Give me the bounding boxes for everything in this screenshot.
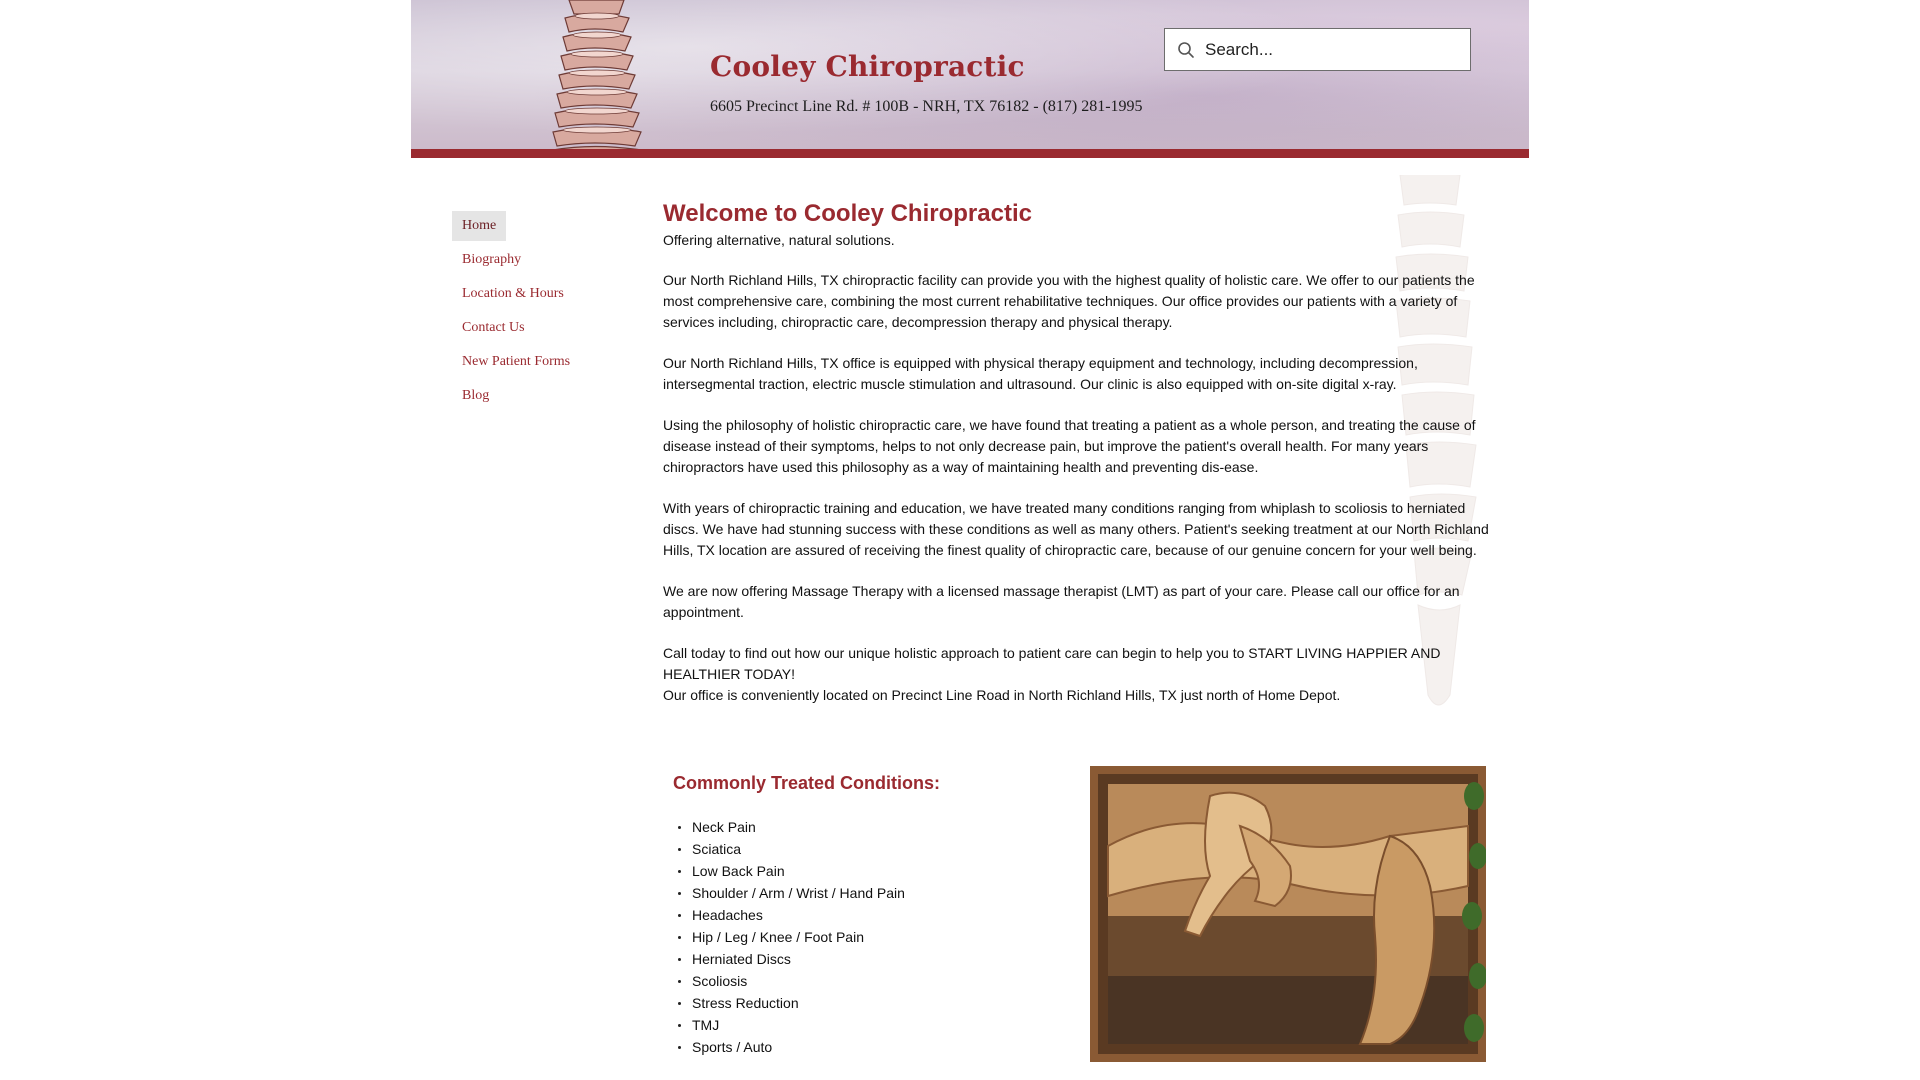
nav-item-location-hours[interactable]: Location & Hours xyxy=(462,286,564,301)
list-item: Sciatica xyxy=(692,838,905,860)
experience-paragraph: With years of chiropractic training and education, we have treated many conditions ranging from whiplash to scoliosis to herniated discs. We have had stunning success with these conditions as well as many others. Patient's seeking treatment at our North Richland Hills, TX location are assured of receiving the finest quality of chiropractic care, because of our genuine concern for your well being. xyxy=(663,500,1489,558)
list-item: Sports / Auto xyxy=(692,1036,905,1058)
wood-carving-hands-image xyxy=(1090,766,1486,1062)
search-icon[interactable] xyxy=(1177,41,1195,59)
list-item: Shoulder / Arm / Wrist / Hand Pain xyxy=(692,882,905,904)
search-box[interactable] xyxy=(1164,28,1471,71)
list-item: Hip / Leg / Knee / Foot Pain xyxy=(692,926,905,948)
list-item: Low Back Pain xyxy=(692,860,905,882)
call-to-action-paragraph: Call today to find out how our unique holistic approach to patient care can begin to help you to START LIVING HAPPIER AND HEALTHIER TODAY! xyxy=(663,645,1441,682)
list-item: Neck Pain xyxy=(692,816,905,838)
site-title[interactable]: Cooley Chiropractic xyxy=(710,50,1025,83)
massage-paragraph: We are now offering Massage Therapy with a licensed massage therapist (LMT) as part of your care. Please call our office for an appointment. xyxy=(663,583,1460,620)
site-header xyxy=(411,0,1529,158)
nav-item-blog[interactable]: Blog xyxy=(462,388,490,403)
location-note: Our office is conveniently located on Precinct Line Road in North Richland Hills, TX just north of Home Depot. xyxy=(663,687,1341,703)
list-item: TMJ xyxy=(692,1014,905,1036)
list-item: Headaches xyxy=(692,904,905,926)
intro-paragraph: Our North Richland Hills, TX chiropractic facility can provide you with the highest quality of holistic care. We offer to our patients the most comprehensive care, combining the most current rehabilitative techniques. Our office provides our patients with a variety of services including, chiropractic care, decompression therapy and physical therapy. xyxy=(663,272,1475,330)
list-item: Herniated Discs xyxy=(692,948,905,970)
nav-item-biography[interactable]: Biography xyxy=(462,252,522,267)
main-content xyxy=(663,200,1495,706)
nav-item-home[interactable]: Home xyxy=(452,211,506,241)
conditions-heading: Commonly Treated Conditions: xyxy=(673,773,941,793)
search-input[interactable] xyxy=(1203,34,1457,66)
tagline: Offering alternative, natural solutions. xyxy=(663,232,895,248)
philosophy-paragraph: Using the philosophy of holistic chiropractic care, we have found that treating a patient as a whole person, and treating the cause of disease instead of their symptoms, helps to not only decrease pain, but improve the patient's overall health. For many years chiropractors have used this philosophy as a way of maintaining health and preventing dis-ease. xyxy=(663,417,1476,475)
header-divider-bar xyxy=(411,149,1529,158)
list-item: Scoliosis xyxy=(692,970,905,992)
nav-item-new-patient-forms[interactable]: New Patient Forms xyxy=(462,354,571,369)
equipment-paragraph: Our North Richland Hills, TX office is equipped with physical therapy equipment and technology, including decompression, intersegmental traction, electric muscle stimulation and ultrasound. Our clinic is also equipped with on-site digital x-ray. xyxy=(663,355,1418,392)
list-item: Stress Reduction xyxy=(692,992,905,1014)
page-title: Welcome to Cooley Chiropractic xyxy=(663,200,1032,227)
sidebar-nav xyxy=(452,211,612,415)
spine-illustration-icon xyxy=(539,0,649,158)
conditions-list xyxy=(676,816,905,1058)
nav-item-contact-us[interactable]: Contact Us xyxy=(462,320,525,335)
site-address: 6605 Precinct Line Rd. # 100B - NRH, TX 76182 - (817) 281-1995 xyxy=(710,98,1143,115)
